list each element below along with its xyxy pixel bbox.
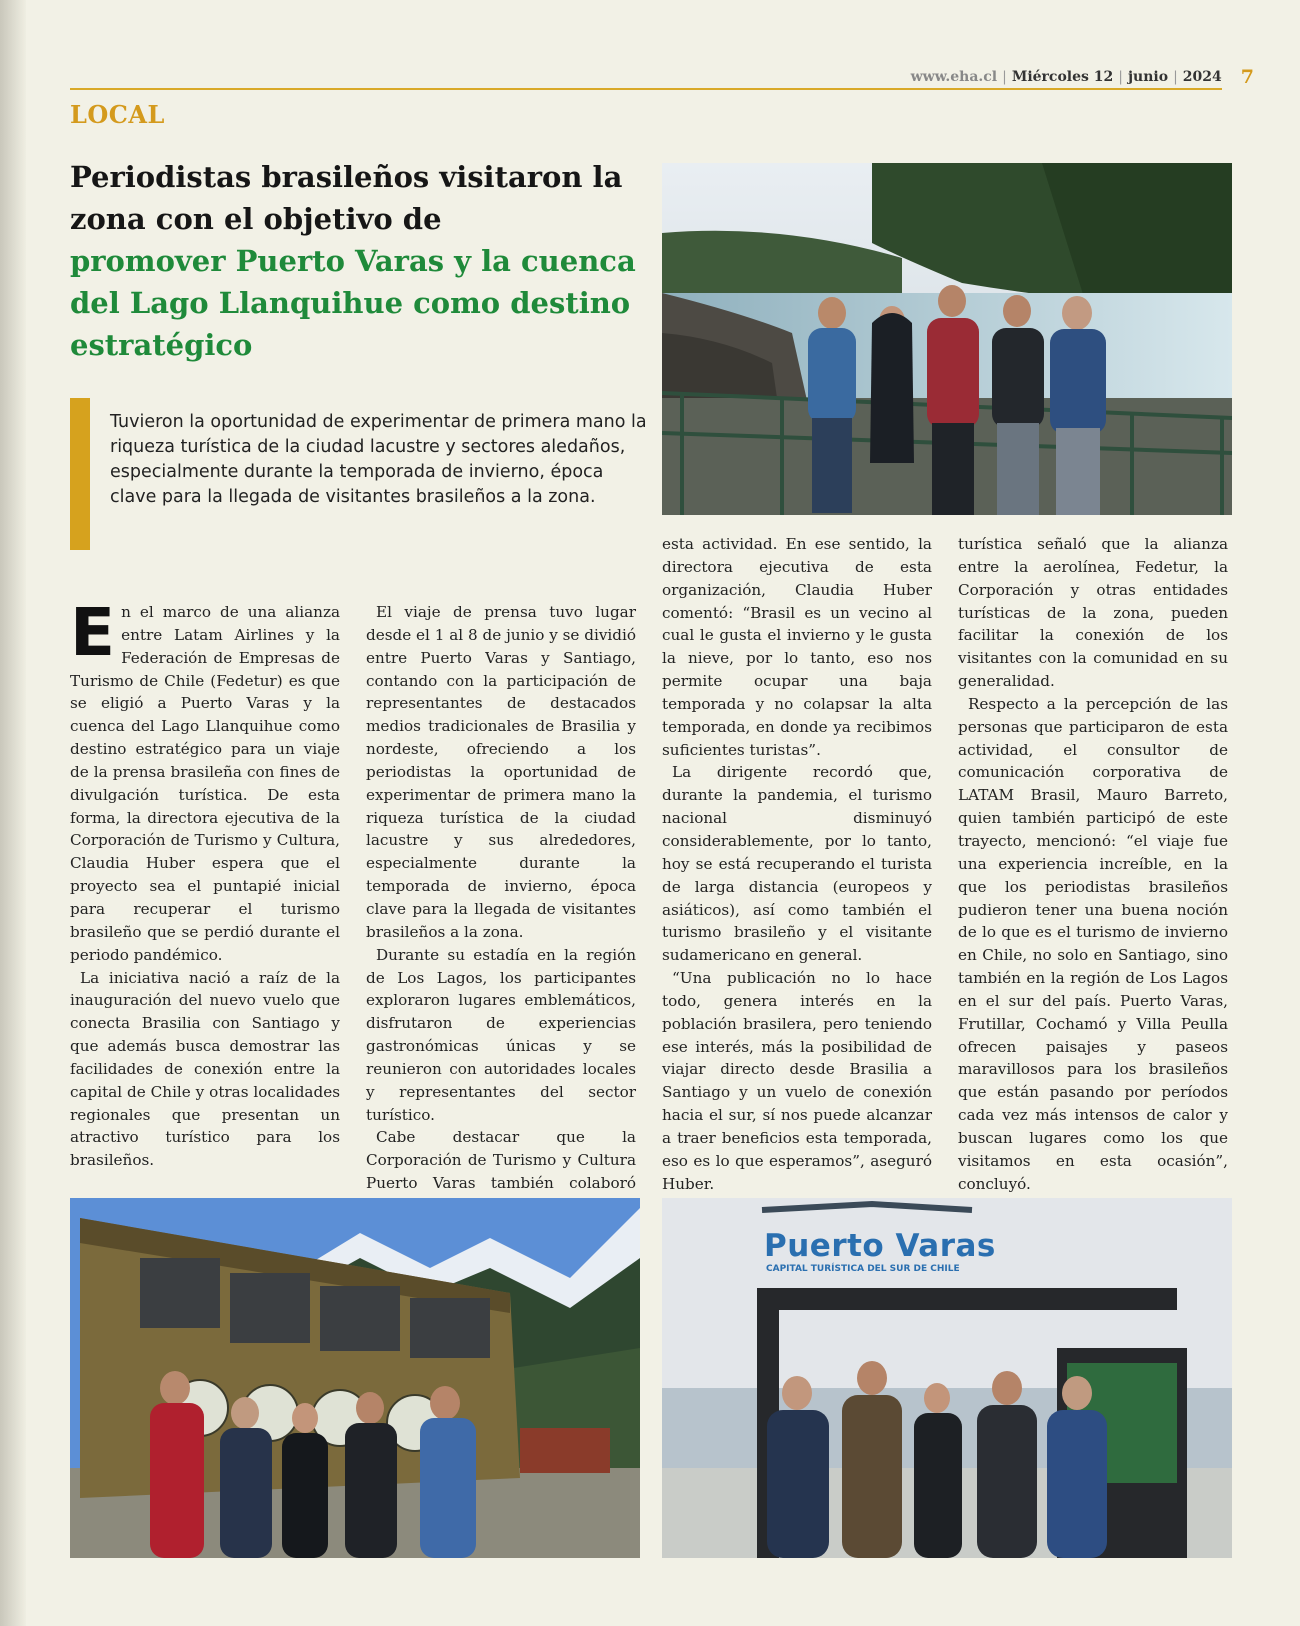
article-deck: Tuvieron la oportunidad de experimentar de primera mano la riqueza turística de la ciudad lacustre y sectores aledaños, especialmente durante la temporada de invierno, época clave para la llegada de visitantes brasileños a la zona.	[110, 412, 647, 507]
header-rule	[70, 88, 1222, 90]
issue-weekday: Miércoles 12	[1011, 69, 1114, 85]
article-column-4	[958, 533, 1228, 1195]
section-label: LOCAL	[70, 100, 165, 129]
headline	[70, 156, 640, 366]
sign-subtitle: CAPITAL TURÍSTICA DEL SUR DE CHILE	[766, 1264, 960, 1274]
issue-year: 2024	[1182, 69, 1222, 85]
paragraph: esta actividad. En ese sentido, la directora ejecutiva de esta organización, Claudia Huber comentó: “Brasil es un vecino al cual le gusta el invierno y le gusta la nieve, por lo tanto, eso nos permite ocupar una baja temporada y no colapsar la alta temporada, en donde ya recibimos suficientes turistas”.	[662, 535, 932, 759]
paragraph: “Una publicación no lo hace todo, genera interés en la población brasilera, pero teniendo ese interés, más la posibilidad de viajar directo desde Brasilia a Santiago y un vuelo de conexión hacia el sur, sí nos puede alcanzar a traer beneficios esta temporada, eso es lo que esperamos”, aseguró Huber.	[662, 969, 932, 1193]
header-separator: |	[1173, 69, 1178, 85]
article-column-3	[662, 533, 932, 1218]
headline-black: Periodistas brasileños visitaron la zona con el objetivo de	[70, 160, 623, 236]
paragraph-text: n el marco de una alianza entre Latam Airlines y la Federación de Empresas de Turismo de Chile (Fedetur) es que se eligió a Puerto Varas y la cuenca del Lago Llanquihue como destino estratégico para un viaje de la prensa brasileña con fines de divulgación turística. De esta forma, la directora ejecutiva de la Corporación de Turismo y Cultura, Claudia Huber espera que el proyecto sea el puntapié inicial para recuperar el turismo brasileño que se perdió durante el periodo pandémico.	[70, 603, 340, 964]
paragraph: turística señaló que la alianza entre la aerolínea, Fedetur, la Corporación y otras entidades turísticas de la zona, pueden facilitar la conexión de los visitantes con la comunidad en su generalidad.	[958, 535, 1228, 691]
drop-cap: E	[70, 594, 116, 671]
article-column-1	[70, 594, 340, 1172]
photo-puerto-varas-sign	[662, 1198, 1232, 1558]
paragraph: El viaje de prensa tuvo lugar desde el 1 al 8 de junio y se dividió entre Puerto Varas y Santiago, contando con la participación de representantes de destacados medios tradicionales de Brasilia y nordeste, ofreciendo a los periodistas la oportunidad de experimentar de primera mano la riqueza turística de la ciudad lacustre y sus alrededores, especialmente durante la temporada de invierno, época clave para la llegada de visitantes brasileños a la zona.	[366, 603, 636, 941]
paragraph: Cabe destacar que la Corporación de Turismo y Cultura Puerto Varas también colaboró	[366, 1128, 636, 1193]
paragraph: Durante su estadía en la región de Los Lagos, los participantes exploraron lugares emblemáticos, disfrutaron de experiencias gastronómicas únicas y se reunieron con autoridades locales y representantes del sector turístico.	[366, 945, 636, 1124]
paragraph: Respecto a la percepción de las personas que participaron de esta actividad, el consultor de comunicación corporativa de LATAM Brasil, Mauro Barreto, quien también participó de este trayecto, mencionó: “el viaje fue una experiencia increíble, en la que los periodistas brasileños pudieron tener una buena noción de lo que es el turismo de invierno en Chile, no solo en Santiago, sino también en la región de Los Lagos en el sur del país. Puerto Varas, Frutillar, Cochamó y Villa Peulla ofrecen paisajes y paseos maravillosos para los brasileños que están pasando por períodos cada vez más intensos de calor y buscan lugares como los que visitamos en esta ocasión”, concluyó.	[958, 694, 1228, 1193]
page-header	[911, 66, 1254, 88]
deck-accent-bar	[70, 398, 90, 550]
photo-bus-group	[70, 1198, 640, 1558]
headline-green: promover Puerto Varas y la cuenca del Lago Llanquihue como destino estratégico	[70, 244, 636, 362]
website-url: www.eha.cl	[910, 69, 998, 85]
issue-month: junio	[1127, 69, 1169, 85]
header-separator: |	[1118, 69, 1123, 85]
paragraph	[70, 594, 340, 967]
paragraph: La dirigente recordó que, durante la pandemia, el turismo nacional disminuyó considerablemente, por lo tanto, hoy se está recuperando el turista de larga distancia (europeos y asiáticos), así como también el turismo brasileño y el visitante sudamericano en general.	[662, 763, 932, 965]
photo-waterfall-group	[662, 163, 1232, 515]
sign-title: Puerto Varas	[764, 1228, 996, 1264]
article-column-2	[366, 601, 636, 1218]
page-number: 7	[1240, 66, 1254, 88]
header-separator: |	[1002, 69, 1007, 85]
page-binding-shadow	[0, 0, 26, 1626]
paragraph: La iniciativa nació a raíz de la inauguración del nuevo vuelo que conecta Brasilia con Santiago y que además busca demostrar las facilidades de conexión entre la capital de Chile y otras localidades regionales que presentan un atractivo turístico para los brasileños.	[70, 968, 340, 1170]
